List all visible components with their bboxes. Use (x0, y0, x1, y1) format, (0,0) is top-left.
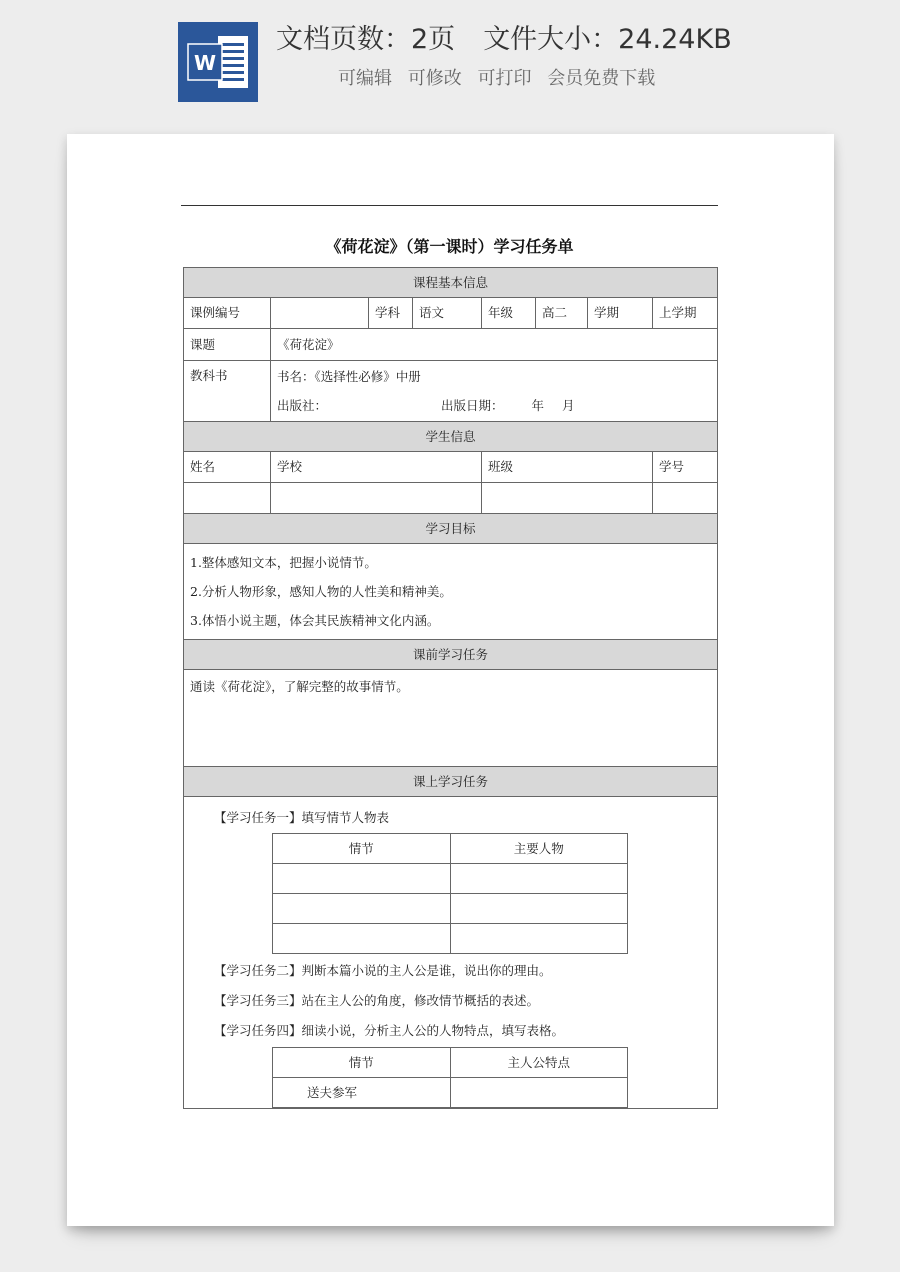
task-two: 【学习任务二】判断本篇小说的主人公是谁，说出你的理由。 (214, 963, 552, 978)
pre-class-task: 通读《荷花淀》，了解完整的故事情节。 (184, 670, 718, 767)
plot-header: 情节 (273, 834, 451, 864)
year-label: 年 (531, 398, 545, 413)
student-id-value (653, 483, 718, 514)
grade-value: 高二 (536, 298, 588, 329)
textbook-info (271, 361, 718, 422)
table-cell (450, 924, 628, 954)
topic-value: 《荷花淀》 (271, 329, 718, 361)
goal-item: 3.体悟小说主题，体会其民族精神文化内涵。 (190, 613, 440, 628)
table-cell (273, 924, 451, 954)
in-class-tasks (184, 797, 718, 1109)
book-name: 书名：《选择性必修》中册 (277, 369, 421, 384)
class-label: 班级 (482, 452, 653, 483)
section-goals: 学习目标 (184, 514, 718, 544)
name-value (184, 483, 271, 514)
goal-item: 1.整体感知文本，把握小说情节。 (190, 555, 377, 570)
term-label: 学期 (588, 298, 653, 329)
task-one: 【学习任务一】填写情节人物表 (214, 810, 390, 825)
subject-label: 学科 (369, 298, 413, 329)
publisher-label: 出版社： (277, 398, 328, 413)
goals-list (184, 544, 718, 640)
feature-editable: 可编辑 (338, 68, 392, 89)
table-cell (273, 864, 451, 894)
trait-cell (450, 1078, 628, 1108)
grade-label: 年级 (482, 298, 536, 329)
publish-date-label: 出版日期： (441, 398, 504, 413)
month-label: 月 (562, 398, 575, 413)
protagonist-trait-table (272, 1047, 628, 1108)
feature-member-free: 会员免费下载 (547, 68, 656, 89)
page-count: 文档页数：2页 (276, 24, 456, 55)
publisher-line (277, 391, 711, 420)
table-cell (450, 894, 628, 924)
task-four: 【学习任务四】细读小说，分析主人公的人物特点，填写表格。 (214, 1023, 565, 1038)
student-id-label: 学号 (653, 452, 718, 483)
main-character-header: 主要人物 (450, 834, 628, 864)
document-page (67, 134, 834, 1226)
file-size: 文件大小：24.24KB (483, 24, 732, 55)
header-rule (181, 205, 718, 206)
download-banner (0, 0, 900, 120)
school-label: 学校 (271, 452, 482, 483)
textbook-label: 教科书 (184, 361, 271, 422)
term-value: 上学期 (653, 298, 718, 329)
task-sheet-table (183, 267, 718, 1109)
plot-header: 情节 (273, 1048, 451, 1078)
goal-item: 2.分析人物形象，感知人物的人性美和精神美。 (190, 584, 452, 599)
feature-printable: 可打印 (477, 68, 532, 89)
school-value (271, 483, 482, 514)
section-in-class: 课上学习任务 (184, 767, 718, 797)
plot-character-table (272, 833, 628, 954)
task-three: 【学习任务三】站在主人公的角度，修改情节概括的表述。 (214, 993, 540, 1008)
banner-title (276, 20, 836, 60)
case-no-value (271, 298, 369, 329)
table-cell (273, 894, 451, 924)
section-student-info: 学生信息 (184, 422, 718, 452)
feature-modifiable: 可修改 (407, 68, 462, 89)
table-cell (450, 864, 628, 894)
class-value (482, 483, 653, 514)
section-basic-info: 课程基本信息 (184, 268, 718, 298)
subject-value: 语文 (413, 298, 482, 329)
svg-text:W: W (193, 51, 217, 75)
case-no-label: 课例编号 (184, 298, 271, 329)
feature-list (338, 64, 758, 94)
word-document-icon (178, 22, 258, 102)
protagonist-trait-header: 主人公特点 (450, 1048, 628, 1078)
section-pre-class: 课前学习任务 (184, 640, 718, 670)
document-title: 《荷花淀》（第一课时）学习任务单 (325, 237, 574, 256)
name-label: 姓名 (184, 452, 271, 483)
topic-label: 课题 (184, 329, 271, 361)
plot-cell: 送夫参军 (273, 1078, 451, 1108)
